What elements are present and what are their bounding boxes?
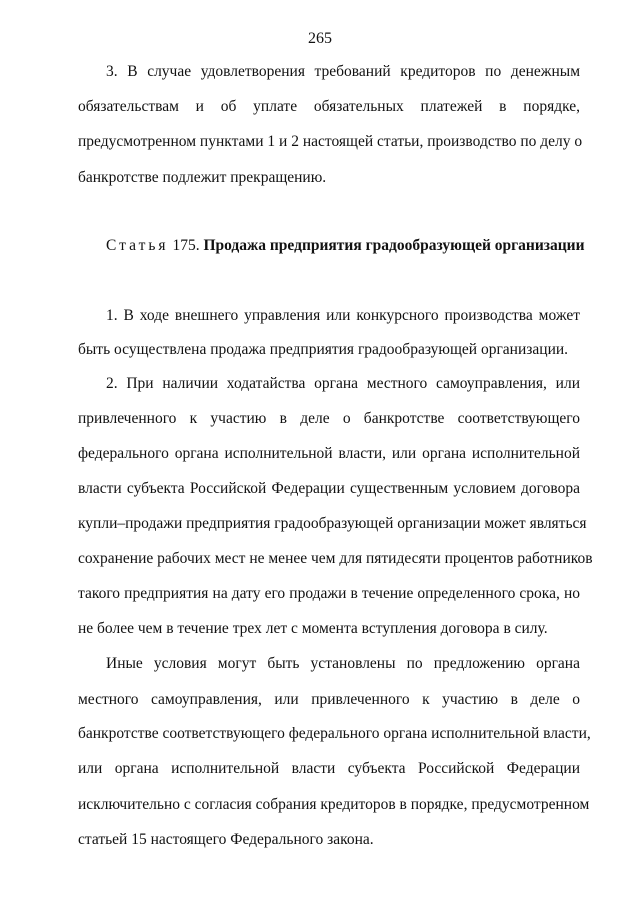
article-paragraph-2-line-4: власти субъекта Российской Федерации существенным условием договора [78,480,580,497]
article-paragraph-3-line-4: или органа исполнительной власти субъекта Российской Федерации [78,760,580,777]
article-paragraph-3-line-3: банкротстве соответствующего федерального органа исполнительной власти, [78,725,591,742]
article-paragraph-3-line-6: статьей 15 настоящего Федерального закона. [78,831,374,848]
article-paragraph-3-line-2: местного самоуправления, или привлеченного к участию в деле о [78,691,580,708]
article-paragraph-1-line-2: быть осуществлена продажа предприятия градообразующей организации. [78,341,569,358]
article-number: 175. [172,237,200,254]
paragraph-3-line-2: обязательствам и об уплате обязательных платежей в порядке, [78,98,580,115]
article-heading [106,236,585,256]
paragraph-3-line-1: 3. В случае удовлетворения требований кредиторов по денежным [106,63,580,80]
article-paragraph-2-line-3: федерального органа исполнительной власти, или органа исполнительной [78,445,580,462]
article-title: Продажа предприятия градообразующей организации [203,237,585,254]
article-paragraph-2-line-2: привлеченного к участию в деле о банкротстве соответствующего [78,410,580,427]
article-paragraph-2-line-6: сохранение рабочих мест не менее чем для пятидесяти процентов работников [78,550,593,567]
article-paragraph-2-line-8: не более чем в течение трех лет с момента вступления договора в силу. [78,620,548,637]
article-paragraph-2-line-7: такого предприятия на дату его продажи в течение определенного срока, но [78,585,580,602]
article-paragraph-1-line-1: 1. В ходе внешнего управления или конкурсного производства может [106,307,580,324]
paragraph-3-line-4: банкротстве подлежит прекращению. [78,169,327,186]
article-paragraph-3-line-5: исключительно с согласия собрания кредиторов в порядке, предусмотренном [78,796,590,813]
page-number: 265 [308,30,332,47]
article-paragraph-2-line-1: 2. При наличии ходатайства органа местного самоуправления, или [106,375,580,392]
article-paragraph-3-line-1: Иные условия могут быть установлены по предложению органа [106,655,580,672]
article-label: Статья [106,237,169,254]
article-paragraph-2-line-5: купли–продажи предприятия градообразующей организации может являться [78,515,587,532]
paragraph-3-line-3: предусмотренном пунктами 1 и 2 настоящей статьи, производство по делу о [78,133,583,150]
